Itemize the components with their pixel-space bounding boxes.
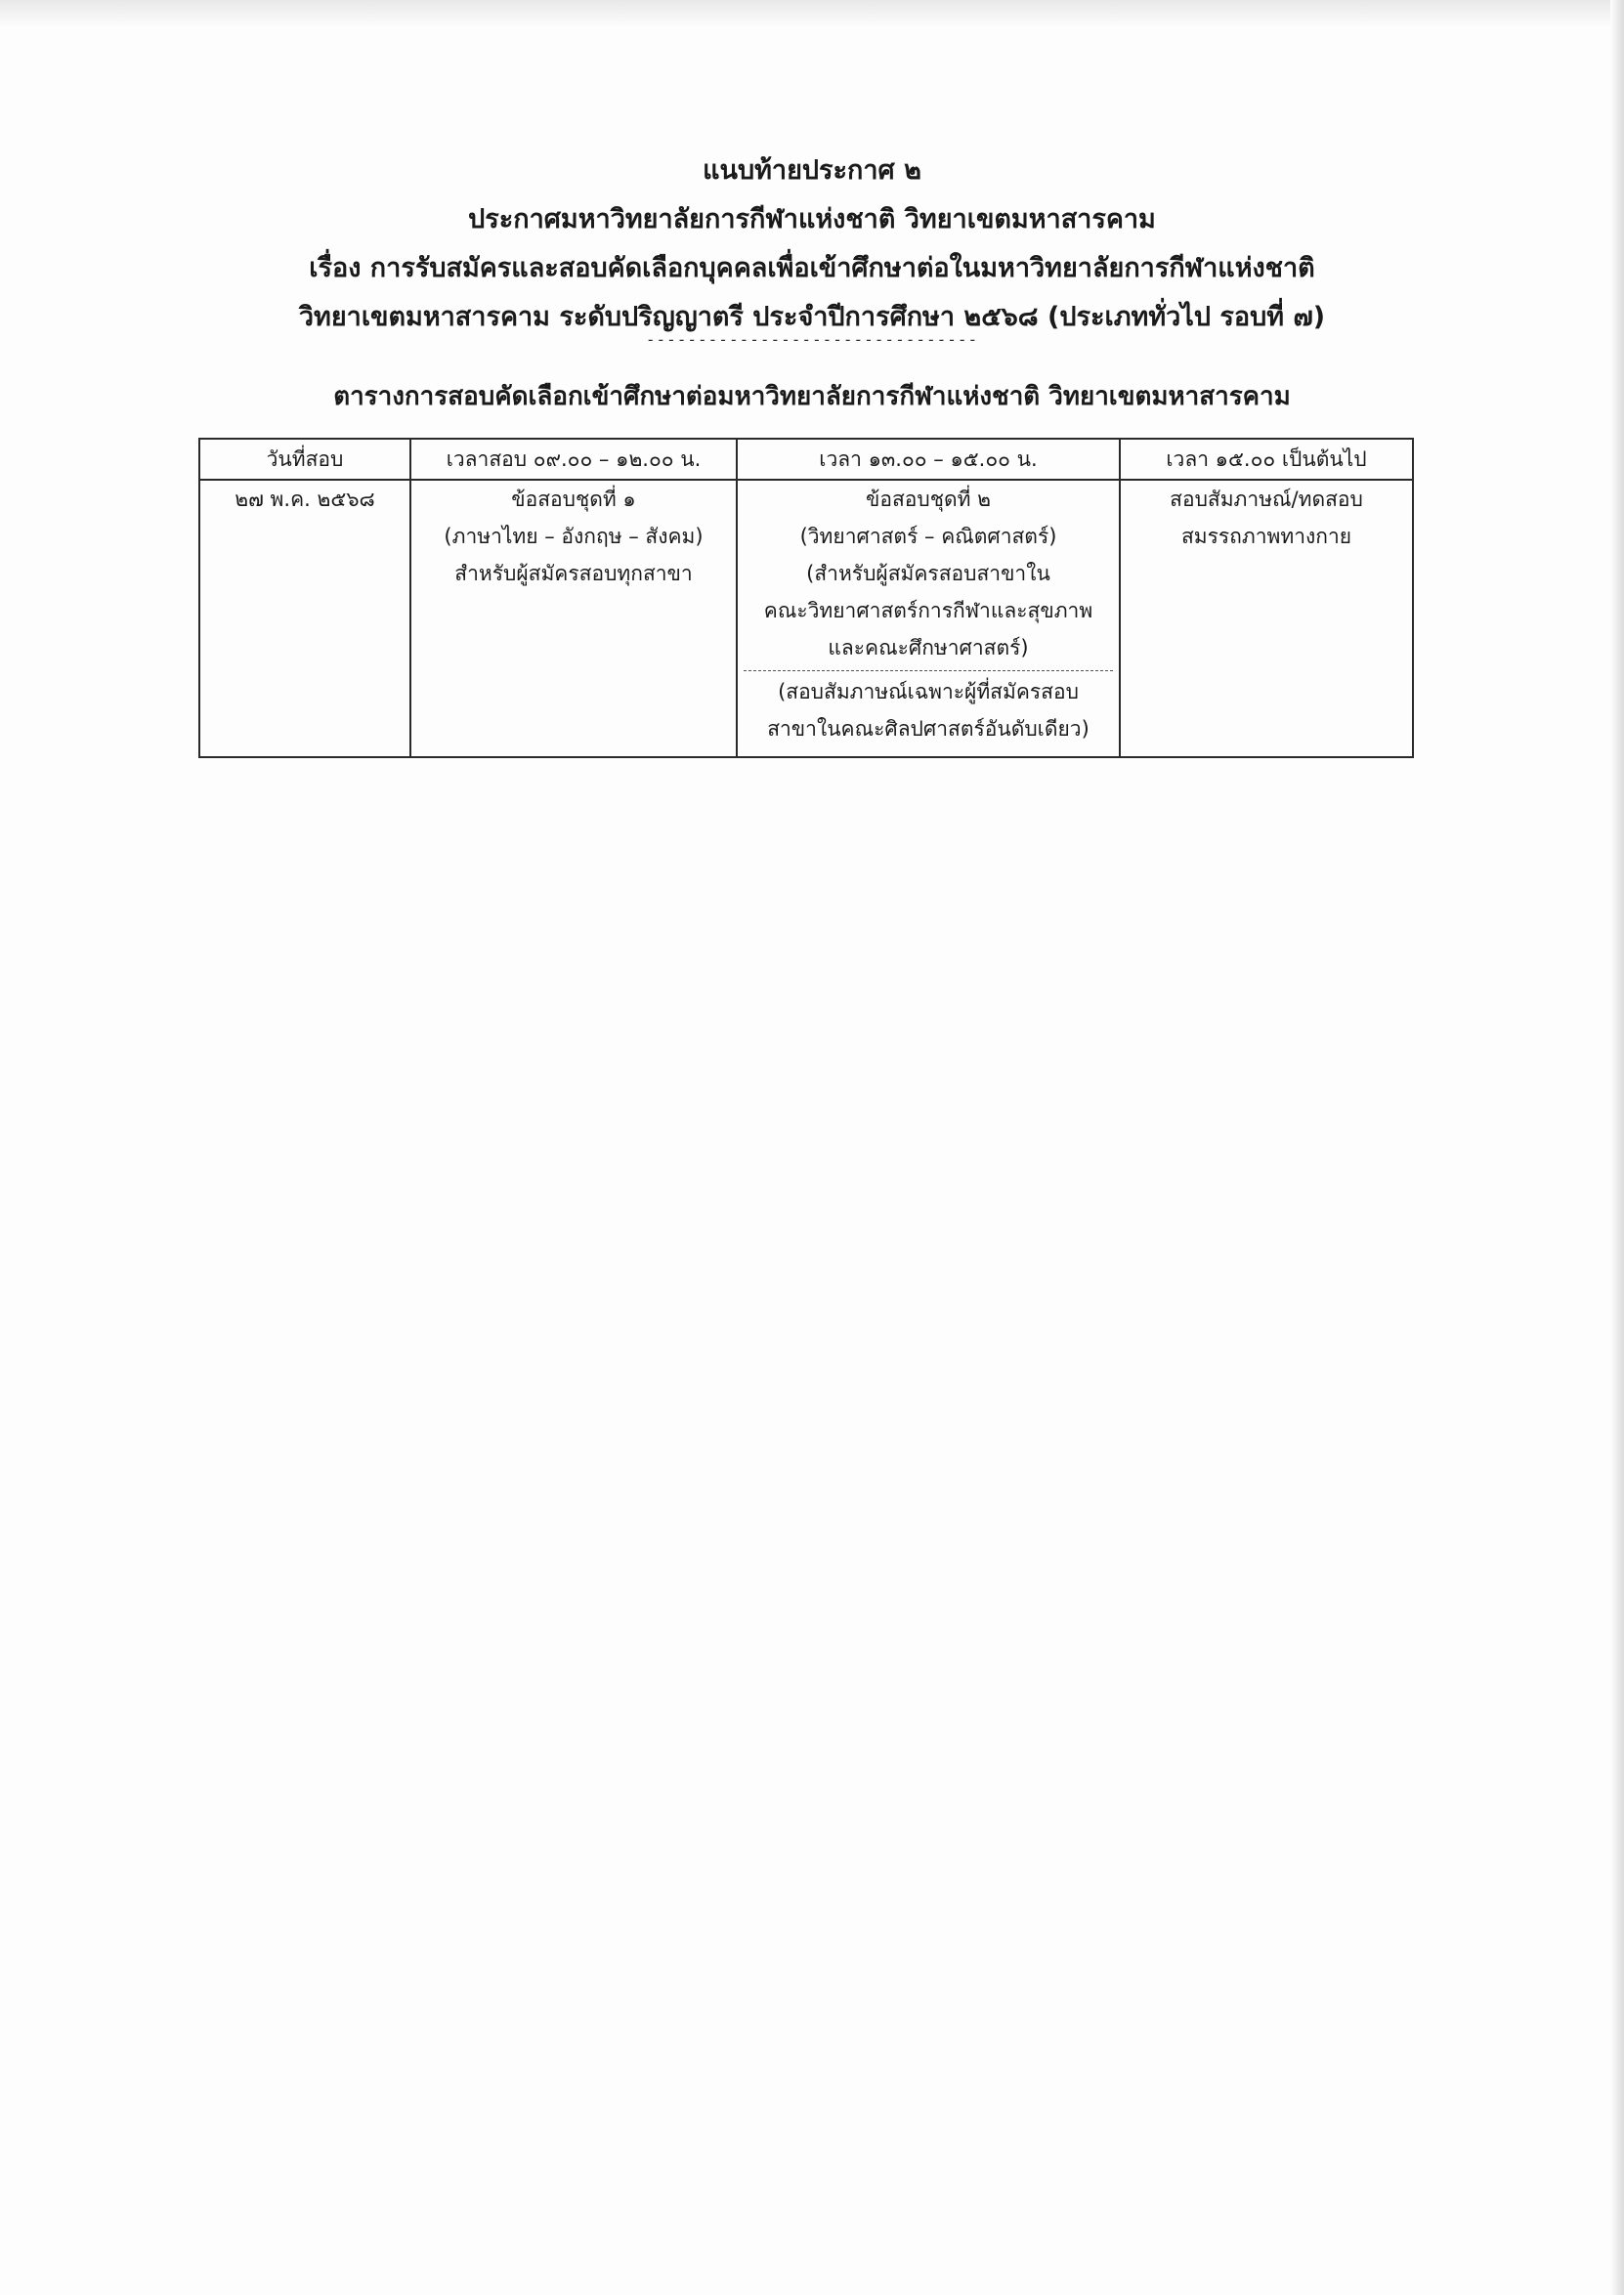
evening-line-1: สอบสัมภาษณ์/ทดสอบ [1170,488,1363,511]
header-divider: -------------------------------- [645,330,979,349]
afternoon-note-line-1: (สอบสัมภาษณ์เฉพาะผู้ที่สมัครสอบ [778,680,1079,703]
morning-line-2: (ภาษาไทย – อังกฤษ – สังคม) [444,525,704,548]
header-evening-slot: เวลา ๑๕.๐๐ เป็นต้นไป [1120,439,1413,480]
header-line-2: ประกาศมหาวิทยาลัยการกีฬาแห่งชาติ วิทยาเขตมหาสารคาม [468,204,1156,234]
afternoon-exam-block [738,481,1119,666]
scan-edge-top [0,0,1624,27]
afternoon-line-1: ข้อสอบชุดที่ ๒ [866,488,991,511]
header-line-3: เรื่อง การรับสมัครและสอบคัดเลือกบุคคลเพื่อเข้าศึกษาต่อในมหาวิทยาลัยการกีฬาแห่งชาติ [309,253,1315,283]
afternoon-interview-block [738,673,1119,747]
exam-schedule-table [198,438,1414,758]
header-line-4: วิทยาเขตมหาสารคาม ระดับปริญญาตรี ประจำปีการศึกษา ๒๕๖๘ (ประเภททั่วไป รอบที่ ๗) [298,302,1326,332]
afternoon-note-line-2: สาขาในคณะศิลปศาสตร์อันดับเดียว) [767,717,1090,741]
header-line-1: แนบท้ายประกาศ ๒ [703,155,921,186]
header-exam-date: วันที่สอบ [199,439,410,480]
exam-date-text: ๒๗ พ.ค. ๒๕๖๘ [235,488,375,511]
afternoon-line-3: (สำหรับผู้สมัครสอบสาขาใน [806,562,1050,585]
header-afternoon-slot: เวลา ๑๓.๐๐ – ๑๕.๐๐ น. [737,439,1120,480]
afternoon-line-4: คณะวิทยาศาสตร์การกีฬาและสุขภาพ [763,599,1093,622]
cell-morning [410,480,737,757]
morning-line-3: สำหรับผู้สมัครสอบทุกสาขา [454,562,693,585]
afternoon-line-2: (วิทยาศาสตร์ – คณิตศาสตร์) [799,525,1057,548]
announcement-header [0,147,1624,342]
table-row [199,480,1413,757]
evening-line-2: สมรรถภาพทางกาย [1180,525,1352,548]
morning-line-1: ข้อสอบชุดที่ ๑ [511,488,636,511]
afternoon-line-5: และคณะศึกษาศาสตร์) [828,636,1029,659]
table-title: ตารางการสอบคัดเลือกเข้าศึกษาต่อมหาวิทยาลัยการกีฬาแห่งชาติ วิทยาเขตมหาสารคาม [333,382,1291,411]
header-morning-slot: เวลาสอบ ๐๙.๐๐ – ๑๒.๐๐ น. [410,439,737,480]
afternoon-divider [744,670,1113,671]
cell-evening [1120,480,1413,757]
cell-exam-date [199,480,410,757]
table-header-row [199,439,1413,480]
cell-afternoon [737,480,1120,757]
